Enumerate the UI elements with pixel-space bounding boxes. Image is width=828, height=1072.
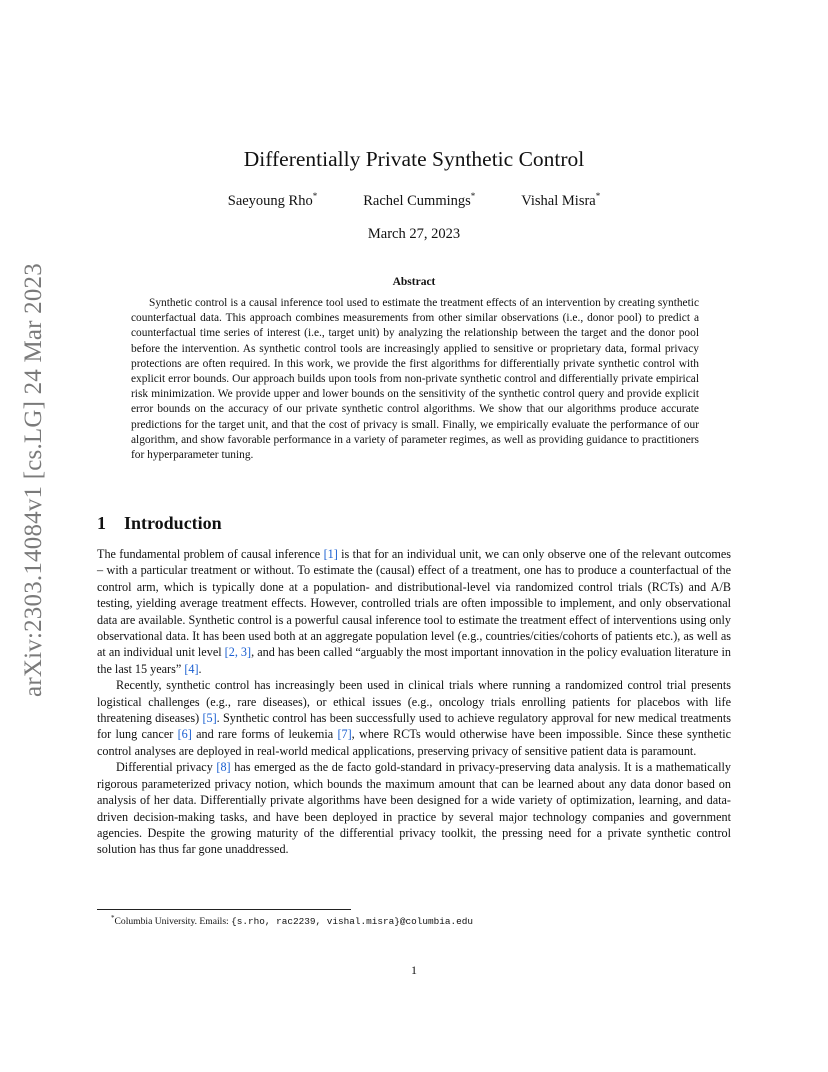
footnote-mark: * <box>111 914 115 922</box>
citation-link[interactable]: [2, 3] <box>224 645 252 660</box>
arxiv-stamp <box>10 263 58 697</box>
author-footnote-mark[interactable]: * <box>312 191 318 201</box>
citation-link[interactable]: [1] <box>323 547 338 561</box>
footnote-emails: {s.rho, rac2239, vishal.misra}@columbia.edu <box>231 916 474 928</box>
paragraph: Differential privacy [8] has emerged as the de facto gold-standard in privacy-preserving data analysis. It is a mathematically rigorous parameterized privacy notion, which bounds the maximum amount that can be learned about any data donor based on analysis of her data. Differentially private algorithms have been designed for a wide variety of optimization, learning, and data-driven decision-making tasks, and have been deployed in practice by several major technology companies and government agencies. Despite the growing maturity of the differential privacy toolkit, the pressing need for a private synthetic control solution has thus far gone unaddressed. <box>97 760 731 857</box>
author-list <box>97 191 731 210</box>
footnote: *Columbia University. Emails: {s.rho, rac2239, vishal.misra}@columbia.edu <box>111 914 474 928</box>
abstract-text: Synthetic control is a causal inference tool used to estimate the treatment effects of an intervention by creating synthetic counterfactual data. This approach combines measurements from other similar observations (i.e., donor pool) to predict a counterfactual time series of interest (i.e., target unit) by analyzing the relationship between the target and the donor pool before the intervention. As synthetic control tools are increasingly applied to sensitive or proprietary data, formal privacy protections are often required. In this work, we provide the first algorithms for differentially private synthetic control with explicit error bounds. Our approach builds upon tools from non-private synthetic control and differentially private empirical risk minimization. We provide upper and lower bounds on the sensitivity of the synthetic control query and provide explicit error bounds on the accuracy of our private synthetic control algorithms. We show that our algorithms produce accurate predictions for the target unit, and that the cost of privacy is small. Finally, we empirically evaluate the performance of our algorithm, and show favorable performance in a variety of parameter regimes, as well as providing guidance to practitioners for hyperparameter tuning. <box>131 297 699 462</box>
author-footnote-mark[interactable]: * <box>470 191 476 201</box>
introduction-body <box>97 546 731 858</box>
author: Vishal Misra* <box>521 191 601 209</box>
author: Saeyoung Rho* <box>227 191 318 209</box>
citation-link[interactable]: [6] <box>177 727 192 742</box>
citation-link[interactable]: [4] <box>184 661 199 676</box>
section-number: 1 <box>97 513 106 533</box>
paragraph: Recently, synthetic control has increasingly been used in clinical trials where running a randomized control trial presents logistical challenges (e.g., rare diseases), or ethical issues (e.g., oncology trials enrolling patients for placebos with life threatening diseases) [5]. Synthetic control has been successfully used to achieve regulatory approval for new medical treatments for lung cancer [6] and rare forms of leukemia [7], where RCTs would otherwise have been impossible. Since these synthetic control analyses are deployed in real-world medical applications, preserving privacy of sensitive patient data is paramount. <box>97 678 731 758</box>
citation-link[interactable]: [5] <box>202 711 217 726</box>
footnote-divider <box>97 909 351 910</box>
citation-link[interactable]: [8] <box>216 760 231 775</box>
paper-title: Differentially Private Synthetic Control <box>243 147 585 171</box>
paragraph: The fundamental problem of causal inference [1] is that for an individual unit, we can only observe one of the relevant outcomes – with a particular treatment or without. To estimate the (causal) effect of a treatment, one has to produce a counterfactual of the control arm, which is typically done at a population- and distributional-level via randomized control trials (RCTs) and A/B testing, yielding average treatment effects. However, controlled trials are often impossible to implement, and only observational data are available. Synthetic control is a powerful causal inference tool to estimate the treatment effect of interventions using only observational data. It has been used both at an aggregate population level (e.g., countries/cities/cohorts of patients etc.), as well as at an individual unit level [2, 3], and has been called “arguably the most important innovation in the policy evaluation literature in the last 15 years” [4]. <box>97 547 731 676</box>
author: Rachel Cummings* <box>363 191 476 209</box>
section-title: Introduction <box>124 513 222 533</box>
paper-date: March 27, 2023 <box>367 226 461 242</box>
citation-link[interactable]: [7] <box>337 727 352 742</box>
page-number: 1 <box>411 963 417 977</box>
section-heading <box>97 513 222 534</box>
arxiv-identifier: arXiv:2303.14084v1 [cs.LG] 24 Mar 2023 <box>20 263 47 697</box>
author-footnote-mark[interactable]: * <box>595 191 601 201</box>
abstract-heading: Abstract <box>392 276 436 288</box>
